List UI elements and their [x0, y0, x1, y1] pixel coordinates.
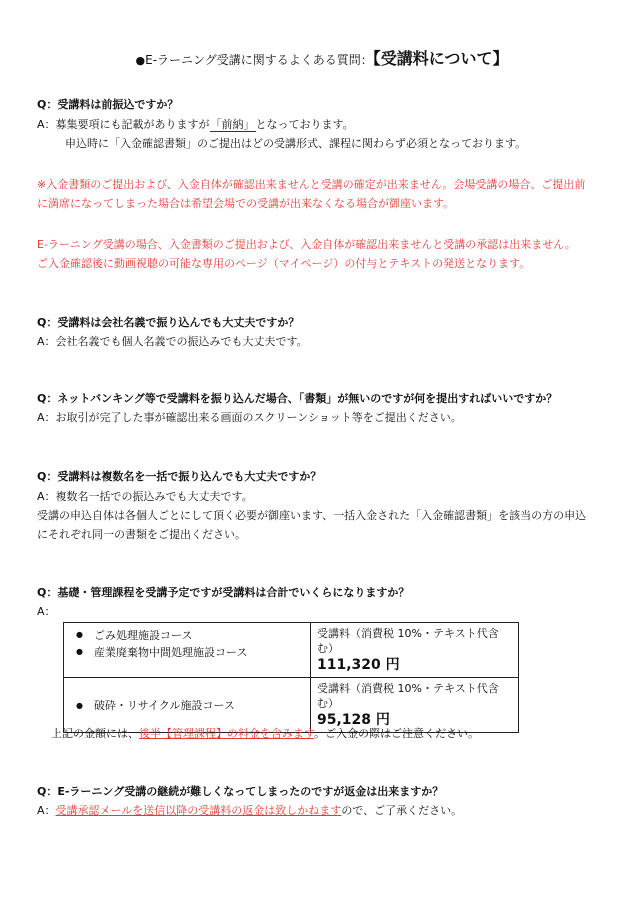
faq5-note-highlight: 後半【管理課程】の料金を含みます [139, 727, 315, 740]
fee-label: 受講料（消費税 10%・テキスト代含む） [317, 682, 499, 710]
faq1-answer-line1 [37, 118, 354, 132]
course-item [70, 697, 304, 714]
course-name: ごみ処理施設コース [94, 628, 193, 642]
faq4-body-line2: にそれぞれ同一の書類をご提出ください。 [37, 528, 246, 541]
bullet-icon: ● [76, 647, 83, 656]
fee-price: 111,320 円 [317, 657, 400, 673]
faq4-body-line1: 受講の申込自体は各個人ごとにして頂く必要が御座います、一括入金された「入金確認書類」を該当の方の申込 [37, 509, 587, 522]
faq5-answer: A： [37, 605, 56, 618]
faq5-note-pre: 上記の金額には、 [51, 727, 139, 740]
fee-table [63, 622, 519, 733]
faq1-note2-line1: E-ラーニング受講の場合、入金書類のご提出および、入金自体が確認出来ませんと受講の承認は出来ません。 [37, 238, 576, 251]
faq1-answer-post: となっております。 [255, 118, 354, 131]
faq6-question: Q：E-ラーニング受講の継続が難しくなってしまったのですが返金は出来ますか？ [37, 785, 444, 798]
faq1-note1-line2: に満席になってしまった場合は希望会場での受講が出来なくなる場合が御座います。 [37, 197, 455, 210]
course-name: 破砕・リサイクル施設コース [94, 699, 235, 712]
faq6-answer [37, 804, 462, 818]
bullet-icon: ● [76, 700, 83, 710]
faq6-answer-highlight: 受講承認メールを送信以降の受講料の返金は致しかねます [55, 804, 342, 817]
course-name: 産業廃棄物中間処理施設コース [94, 645, 248, 659]
faq3-question: Q：ネットバンキング等で受講料を振り込んだ場合、「書類」が無いのですが何を提出すればいいですか？ [37, 392, 558, 405]
faq6-answer-pre: A： [37, 804, 56, 817]
fee-row [64, 623, 519, 678]
fee-price-cell [311, 678, 519, 733]
page-title [0, 46, 644, 69]
faq5-note [51, 727, 479, 741]
faq6-answer-post: ので、ご了承ください。 [341, 804, 463, 817]
title-prefix: E-ラーニング受講に関するよくある質問： [145, 53, 373, 67]
course-item [70, 643, 304, 660]
fee-row [64, 678, 519, 733]
faq1-question: Q：受講料は前振込ですか？ [37, 98, 179, 111]
faq4-answer: A：複数名一括での振込みでも大丈夫です。 [37, 490, 253, 503]
fee-label: 受講料（消費税 10%・テキスト代含む） [317, 627, 499, 655]
fee-courses-cell [64, 623, 311, 678]
faq1-answer-line2: 申込時に「入金確認書類」のご提出はどの受講形式、課程に関わらず必須となっております。 [65, 137, 527, 150]
faq1-answer-pre: A：募集要項にも記載がありますが [37, 118, 210, 131]
faq2-answer: A：会社名義でも個人名義での振込みでも大丈夫です。 [37, 335, 308, 348]
fee-price: 95,128 円 [317, 712, 390, 728]
course-item [70, 626, 304, 643]
faq3-answer: A：お取引が完了した事が確認出来る画面のスクリーンショット等をご提出ください。 [37, 411, 462, 424]
title-bullet: ● [135, 54, 146, 67]
bullet-icon: ● [76, 630, 83, 639]
faq1-note2-line2: ご入金確認後に動画視聴の可能な専用のページ（マイページ）の付与とテキストの発送となります。 [37, 257, 531, 270]
faq5-question: Q：基礎・管理課程を受講予定ですが受講料は合計でいくらになりますか？ [37, 586, 410, 599]
fee-courses-cell [64, 678, 311, 733]
faq1-answer-highlight: 「前納」 [210, 118, 255, 131]
faq2-question: Q：受講料は会社名義で振り込んでも大丈夫ですか？ [37, 316, 300, 329]
faq5-note-post: 。ご入金の際はご注意ください。 [314, 727, 480, 740]
faq1-note1-line1: ※入金書類のご提出および、入金自体が確認出来ませんと受講の確定が出来ません。会場受講の場合、ご提出前 [37, 178, 586, 191]
faq4-question: Q：受講料は複数名を一括で振り込んでも大丈夫ですか？ [37, 470, 322, 483]
title-main: 【受講料について】 [372, 49, 509, 68]
fee-price-cell [311, 623, 519, 678]
